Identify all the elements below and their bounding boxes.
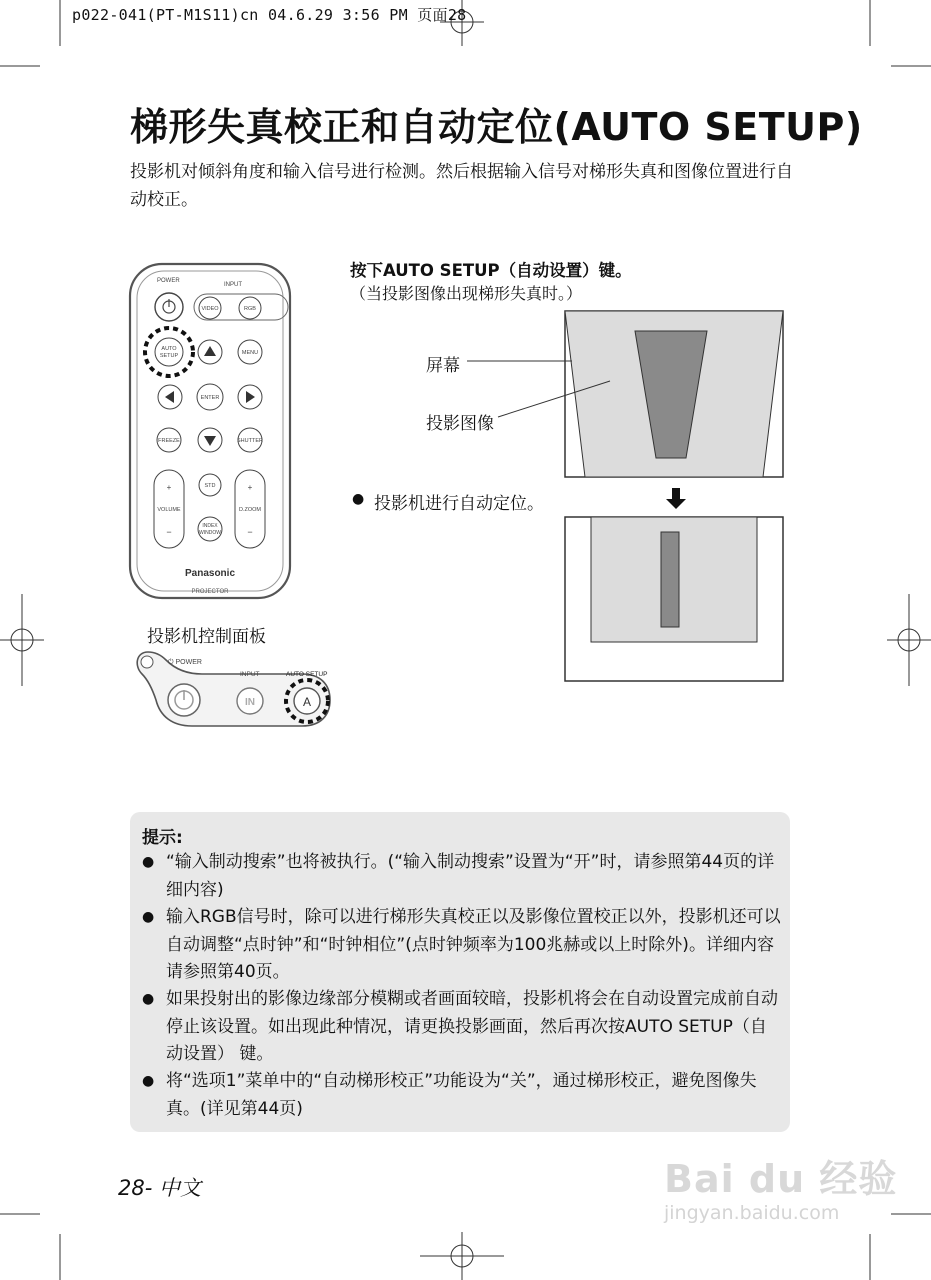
svg-text:+: + xyxy=(247,483,253,492)
watermark-url: jingyan.baidu.com xyxy=(664,1202,840,1224)
control-panel-illustration xyxy=(132,648,337,732)
svg-text:INDEX: INDEX xyxy=(202,523,218,529)
svg-text:WINDOW: WINDOW xyxy=(199,530,221,536)
panel-caption: 投影机控制面板 xyxy=(147,627,266,647)
watermark-brand: Bai du 经验 xyxy=(664,1157,898,1201)
tip-item xyxy=(142,904,782,987)
svg-text:PROJECTOR: PROJECTOR xyxy=(191,589,229,595)
panel-power-label: ⏻ POWER xyxy=(168,659,202,666)
tip-item xyxy=(142,1068,782,1123)
remote-input-label: INPUT xyxy=(224,282,242,288)
svg-text:−: − xyxy=(166,527,172,537)
svg-text:−: − xyxy=(247,527,253,537)
tip-bullet: ● xyxy=(142,909,155,925)
corrected-image xyxy=(661,532,679,627)
svg-text:IN: IN xyxy=(245,697,255,708)
svg-text:ENTER: ENTER xyxy=(200,395,220,401)
svg-text:FREEZE: FREEZE xyxy=(158,438,180,444)
tip-bullet: ● xyxy=(142,991,155,1007)
svg-text:VIDEO: VIDEO xyxy=(201,306,219,312)
tip-item xyxy=(142,986,782,1069)
svg-text:RGB: RGB xyxy=(244,306,256,312)
remote-brand-logo: Panasonic xyxy=(184,568,236,579)
label-screen: 屏幕 xyxy=(426,356,460,376)
result-text: 投影机进行自动定位。 xyxy=(374,494,544,514)
svg-text:STD: STD xyxy=(204,483,216,489)
page-number: 28- 中文 xyxy=(118,1176,201,1200)
panel-input-label: INPUT xyxy=(240,671,260,678)
remote-index-window-button xyxy=(198,517,222,541)
tip-text: “输入制动搜索”也将被执行。(“输入制动搜索”设置为“开”时，请参照第44页的详细内容) xyxy=(166,852,775,900)
remote-power-label: POWER xyxy=(157,278,180,284)
step-title: 按下AUTO SETUP（自动设置）键。 xyxy=(350,261,632,280)
tip-item xyxy=(142,849,782,904)
print-header: p022-041(PT-M1S11)cn 04.6.29 3:56 PM 页面28 xyxy=(72,6,467,24)
label-projected-image: 投影图像 xyxy=(426,414,494,434)
svg-text:A: A xyxy=(302,695,312,709)
page-title: 梯形失真校正和自动定位(AUTO SETUP) xyxy=(130,105,863,149)
tips-title: 提示: xyxy=(142,828,183,848)
down-arrow-icon xyxy=(666,488,686,509)
result-bullet: ● xyxy=(352,491,365,507)
svg-text:SETUP: SETUP xyxy=(159,353,179,359)
step-subtitle: （当投影图像出现梯形失真时。） xyxy=(350,284,583,303)
svg-text:MENU: MENU xyxy=(241,350,259,356)
tip-text: 将“选项1”菜单中的“自动梯形校正”功能设为“关”，通过梯形校正，避免图像失真。(详见第44页) xyxy=(166,1071,757,1119)
tip-text: 如果投射出的影像边缘部分模糊或者画面较暗，投影机将会在自动设置完成前自动停止该设置。如出现此种情况，请更换投影画面，然后再次按AUTO SETUP（自动设置） 键。 xyxy=(166,989,778,1064)
svg-text:SHUTTER: SHUTTER xyxy=(237,438,263,444)
remote-auto-setup-button xyxy=(155,338,183,366)
intro-text: 投影机对倾斜角度和输入信号进行检测。然后根据输入信号对梯形失真和图像位置进行自动校正。 xyxy=(130,162,793,210)
svg-text:+: + xyxy=(166,483,172,492)
tip-text: 输入RGB信号时，除可以进行梯形失真校正以及影像位置校正以外，投影机还可以自动调整“点时钟”和“时钟相位”(点时钟频率为100兆赫或以上时除外)。详细内容请参照第40页。 xyxy=(166,907,781,982)
remote-control-illustration xyxy=(128,262,293,602)
tip-bullet: ● xyxy=(142,854,155,870)
panel-auto-setup-label: AUTO SETUP xyxy=(286,671,328,678)
svg-text:D.ZOOM: D.ZOOM xyxy=(239,507,261,513)
tip-bullet: ● xyxy=(142,1073,155,1089)
svg-text:AUTO: AUTO xyxy=(161,346,177,352)
svg-text:VOLUME: VOLUME xyxy=(157,507,181,513)
